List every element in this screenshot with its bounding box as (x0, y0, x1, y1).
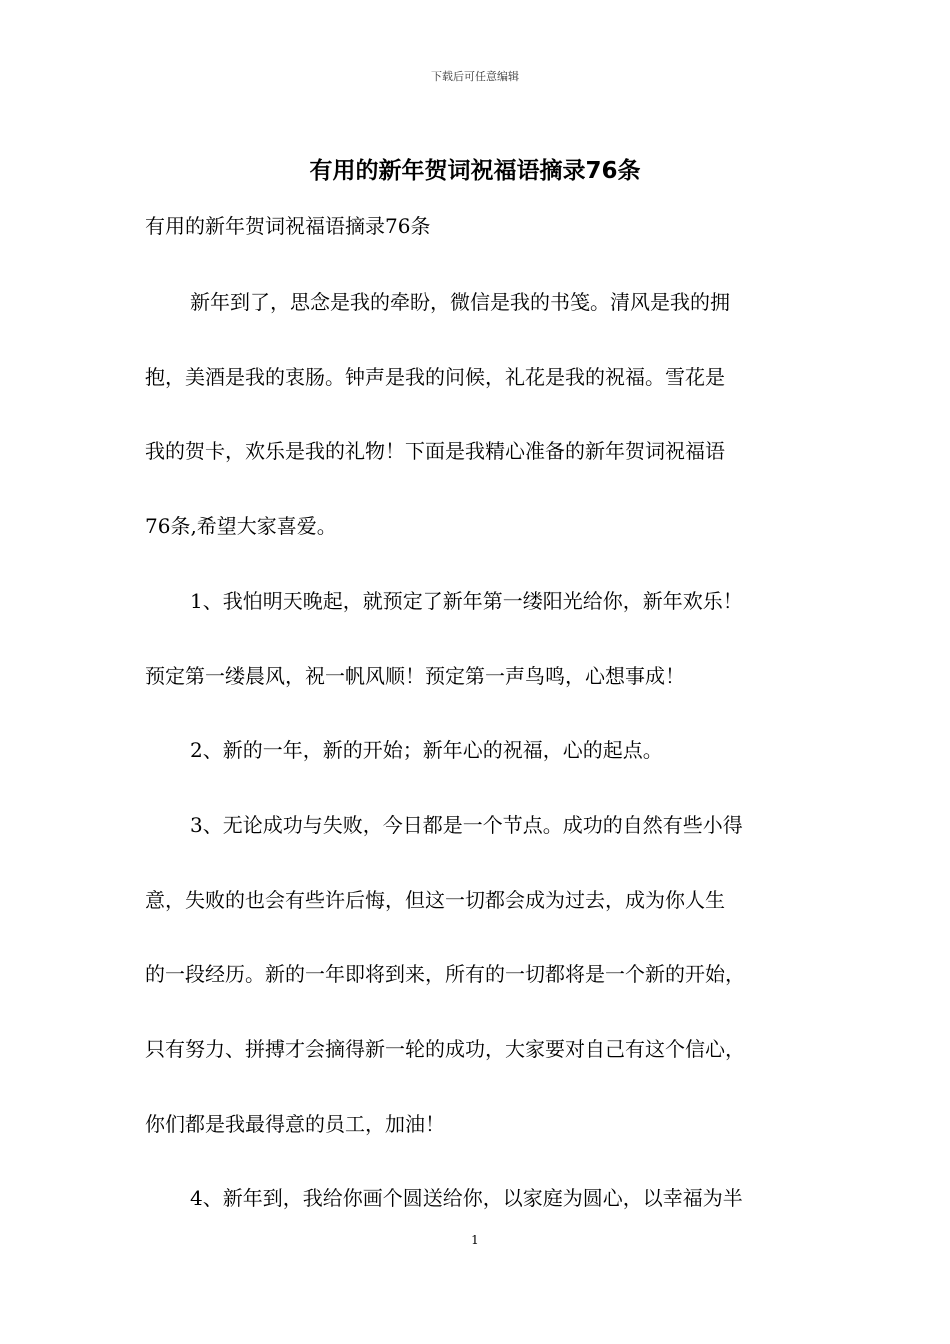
paragraph-line: 抱，美酒是我的衷肠。钟声是我的问候，礼花是我的祝福。雪花是 (145, 365, 725, 389)
paragraph-line: 只有努力、拼搏才会摘得新一轮的成功，大家要对自己有这个信心， (145, 1037, 745, 1061)
document-title: 有用的新年贺词祝福语摘录76条 (309, 158, 641, 184)
paragraph-line: 我的贺卡，欢乐是我的礼物！下面是我精心准备的新年贺词祝福语 (145, 439, 725, 463)
paragraph-line: 1、我怕明天晚起，就预定了新年第一缕阳光给你，新年欢乐！ (190, 589, 743, 613)
paragraph-line: 3、无论成功与失败，今日都是一个节点。成功的自然有些小得 (190, 813, 743, 837)
paragraph-line: 2、新的一年，新的开始；新年心的祝福，心的起点。 (190, 738, 663, 762)
paragraph-line: 的一段经历。新的一年即将到来，所有的一切都将是一个新的开始， (145, 962, 745, 986)
paragraph-line: 4、新年到，我给你画个圆送给你，以家庭为圆心，以幸福为半 (190, 1186, 743, 1210)
paragraph-line: 76条,希望大家喜爱。 (145, 514, 337, 538)
paragraph-line: 新年到了，思念是我的牵盼，微信是我的书笺。清风是我的拥 (190, 290, 730, 314)
document-subtitle: 有用的新年贺词祝福语摘录76条 (145, 214, 431, 238)
page-number: 1 (471, 1233, 479, 1247)
paragraph-line: 你们都是我最得意的员工，加油！ (145, 1112, 445, 1136)
paragraph-line: 意，失败的也会有些许后悔，但这一切都会成为过去，成为你人生 (145, 888, 725, 912)
paragraph-line: 预定第一缕晨风，祝一帆风顺！预定第一声鸟鸣，心想事成！ (145, 664, 685, 688)
header-note: 下载后可任意编辑 (431, 70, 519, 83)
